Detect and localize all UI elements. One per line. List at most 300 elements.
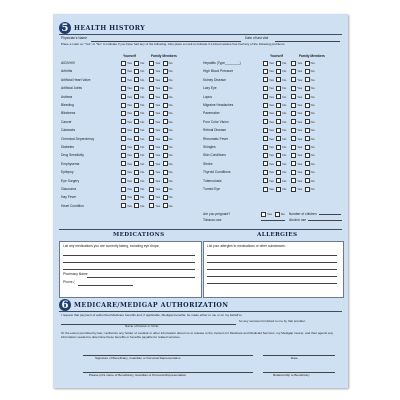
yourself-yes-checkbox[interactable] bbox=[121, 170, 132, 175]
checkbox[interactable] bbox=[134, 195, 139, 200]
condition-label: Poor Color Vision bbox=[203, 119, 229, 124]
checkbox[interactable] bbox=[276, 86, 281, 91]
yourself-no-checkbox[interactable] bbox=[276, 161, 286, 166]
checkbox[interactable] bbox=[305, 161, 310, 166]
condition-row bbox=[203, 186, 317, 192]
checkbox[interactable] bbox=[121, 153, 126, 158]
checkbox[interactable] bbox=[263, 136, 268, 141]
yourself-no-checkbox[interactable] bbox=[134, 128, 144, 133]
family-no-checkbox[interactable] bbox=[305, 86, 315, 91]
yourself-yes-checkbox[interactable] bbox=[121, 161, 132, 166]
family-yes-checkbox[interactable] bbox=[149, 178, 160, 183]
family-yes-checkbox[interactable] bbox=[149, 128, 160, 133]
checkbox[interactable] bbox=[149, 103, 154, 108]
family-yes-checkbox[interactable] bbox=[149, 119, 160, 124]
family-yes-checkbox[interactable] bbox=[149, 69, 160, 74]
checkbox[interactable] bbox=[163, 94, 168, 99]
yes-label: Yes bbox=[127, 153, 132, 158]
checkbox[interactable] bbox=[163, 170, 168, 175]
checkbox[interactable] bbox=[121, 111, 126, 116]
family-yes-checkbox[interactable] bbox=[149, 111, 160, 116]
family-no-checkbox[interactable] bbox=[305, 178, 315, 183]
family-no-checkbox[interactable] bbox=[305, 103, 315, 108]
checkbox[interactable] bbox=[149, 187, 154, 192]
checkbox[interactable] bbox=[291, 136, 296, 141]
checkbox[interactable] bbox=[163, 203, 168, 208]
family-yes-checkbox[interactable] bbox=[149, 203, 160, 208]
checkbox[interactable] bbox=[134, 119, 139, 124]
checkbox[interactable] bbox=[134, 153, 139, 158]
yourself-yes-checkbox[interactable] bbox=[121, 195, 132, 200]
family-yes-checkbox[interactable] bbox=[291, 145, 302, 150]
checkbox[interactable] bbox=[163, 86, 168, 91]
family-no-checkbox[interactable] bbox=[163, 103, 173, 108]
checkbox[interactable] bbox=[305, 94, 310, 99]
checkbox[interactable] bbox=[149, 94, 154, 99]
checkbox[interactable] bbox=[276, 103, 281, 108]
checkbox[interactable] bbox=[291, 161, 296, 166]
checkbox[interactable] bbox=[305, 153, 310, 158]
family-no-checkbox[interactable] bbox=[163, 111, 173, 116]
checkbox[interactable] bbox=[276, 161, 281, 166]
checkbox[interactable] bbox=[305, 178, 310, 183]
yourself-no-checkbox[interactable] bbox=[276, 103, 286, 108]
checkbox[interactable] bbox=[149, 178, 154, 183]
family-yes-checkbox[interactable] bbox=[291, 119, 302, 124]
checkbox[interactable] bbox=[121, 94, 126, 99]
allergies-line-5[interactable] bbox=[207, 283, 337, 284]
pregnant-no[interactable] bbox=[275, 212, 285, 217]
checkbox[interactable] bbox=[263, 170, 268, 175]
family-no-checkbox[interactable] bbox=[163, 77, 173, 82]
family-no-checkbox[interactable] bbox=[305, 136, 315, 141]
checkbox[interactable] bbox=[305, 170, 310, 175]
yourself-no-checkbox[interactable] bbox=[134, 203, 144, 208]
checkbox[interactable] bbox=[263, 103, 268, 108]
checkbox[interactable] bbox=[305, 187, 310, 192]
checkbox[interactable] bbox=[305, 119, 310, 124]
checkbox[interactable] bbox=[163, 161, 168, 166]
checkbox[interactable] bbox=[163, 61, 168, 66]
checkbox[interactable] bbox=[263, 153, 268, 158]
checkbox[interactable] bbox=[275, 212, 280, 217]
checkbox[interactable] bbox=[121, 77, 126, 82]
yourself-yes-checkbox[interactable] bbox=[263, 103, 274, 108]
yourself-no-checkbox[interactable] bbox=[134, 103, 144, 108]
family-no-checkbox[interactable] bbox=[163, 178, 173, 183]
family-yes-checkbox[interactable] bbox=[291, 170, 302, 175]
checkbox[interactable] bbox=[134, 77, 139, 82]
yes-label: Yes bbox=[127, 203, 132, 208]
checkbox[interactable] bbox=[291, 77, 296, 82]
allergies-line-2[interactable] bbox=[207, 262, 337, 263]
checkbox[interactable] bbox=[263, 145, 268, 150]
yourself-no-checkbox[interactable] bbox=[276, 111, 286, 116]
checkbox[interactable] bbox=[121, 145, 126, 150]
checkbox[interactable] bbox=[134, 178, 139, 183]
checkbox[interactable] bbox=[291, 86, 296, 91]
checkbox[interactable] bbox=[305, 77, 310, 82]
checkbox[interactable] bbox=[263, 119, 268, 124]
checkbox[interactable] bbox=[291, 170, 296, 175]
family-no-checkbox[interactable] bbox=[163, 136, 173, 141]
yourself-no-checkbox[interactable] bbox=[134, 178, 144, 183]
family-no-checkbox[interactable] bbox=[163, 145, 173, 150]
yourself-yes-checkbox[interactable] bbox=[263, 187, 274, 192]
yourself-yes-checkbox[interactable] bbox=[263, 145, 274, 150]
children-field[interactable] bbox=[319, 214, 341, 215]
family-no-checkbox[interactable] bbox=[163, 86, 173, 91]
alcohol-field[interactable] bbox=[308, 220, 342, 221]
yourself-yes-checkbox[interactable] bbox=[121, 111, 132, 116]
family-yes-checkbox[interactable] bbox=[291, 136, 302, 141]
condition-row bbox=[61, 110, 175, 116]
yourself-yes-checkbox[interactable] bbox=[263, 111, 274, 116]
yourself-yes-checkbox[interactable] bbox=[121, 136, 132, 141]
yourself-yes-checkbox[interactable] bbox=[121, 145, 132, 150]
yourself-no-checkbox[interactable] bbox=[276, 77, 286, 82]
checkbox[interactable] bbox=[149, 77, 154, 82]
checkbox[interactable] bbox=[263, 94, 268, 99]
checkbox[interactable] bbox=[291, 145, 296, 150]
yourself-yes-checkbox[interactable] bbox=[121, 77, 132, 82]
yourself-yes-checkbox[interactable] bbox=[121, 69, 132, 74]
checkbox[interactable] bbox=[134, 145, 139, 150]
family-no-checkbox[interactable] bbox=[163, 170, 173, 175]
checkbox[interactable] bbox=[149, 170, 154, 175]
checkbox[interactable] bbox=[263, 161, 268, 166]
checkbox[interactable] bbox=[261, 212, 266, 217]
family-no-checkbox[interactable] bbox=[163, 94, 173, 99]
checkbox[interactable] bbox=[291, 187, 296, 192]
checkbox[interactable] bbox=[163, 119, 168, 124]
phone-label: Phone ( bbox=[63, 280, 75, 284]
family-no-checkbox[interactable] bbox=[163, 119, 173, 124]
checkbox[interactable] bbox=[276, 153, 281, 158]
yourself-yes-checkbox[interactable] bbox=[263, 86, 274, 91]
family-yes-checkbox[interactable] bbox=[291, 69, 302, 74]
yourself-no-checkbox[interactable] bbox=[134, 86, 144, 91]
checkbox[interactable] bbox=[121, 86, 126, 91]
checkbox[interactable] bbox=[149, 86, 154, 91]
family-yes-checkbox[interactable] bbox=[149, 195, 160, 200]
yourself-no-checkbox[interactable] bbox=[134, 145, 144, 150]
checkbox[interactable] bbox=[276, 61, 281, 66]
checkbox[interactable] bbox=[121, 161, 126, 166]
family-no-checkbox[interactable] bbox=[163, 187, 173, 192]
checkbox[interactable] bbox=[291, 61, 296, 66]
family-no-checkbox[interactable] bbox=[163, 203, 173, 208]
family-yes-checkbox[interactable] bbox=[149, 61, 160, 66]
checkbox[interactable] bbox=[149, 161, 154, 166]
checkbox[interactable] bbox=[305, 145, 310, 150]
checkbox[interactable] bbox=[263, 178, 268, 183]
yourself-yes-checkbox[interactable] bbox=[263, 136, 274, 141]
checkbox[interactable] bbox=[163, 77, 168, 82]
yourself-no-checkbox[interactable] bbox=[276, 136, 286, 141]
family-no-checkbox[interactable] bbox=[305, 119, 315, 124]
checkbox[interactable] bbox=[149, 145, 154, 150]
yourself-no-checkbox[interactable] bbox=[134, 187, 144, 192]
checkbox[interactable] bbox=[121, 128, 126, 133]
yourself-no-checkbox[interactable] bbox=[276, 153, 286, 158]
yourself-no-checkbox[interactable] bbox=[276, 119, 286, 124]
medications-line-1[interactable] bbox=[63, 255, 195, 256]
yourself-no-checkbox[interactable] bbox=[134, 119, 144, 124]
checkbox[interactable] bbox=[276, 119, 281, 124]
checkbox[interactable] bbox=[291, 69, 296, 74]
checkbox[interactable] bbox=[149, 61, 154, 66]
checkbox[interactable] bbox=[305, 111, 310, 116]
family-no-checkbox[interactable] bbox=[163, 195, 173, 200]
family-no-checkbox[interactable] bbox=[305, 187, 315, 192]
yourself-yes-checkbox[interactable] bbox=[121, 86, 132, 91]
yourself-yes-checkbox[interactable] bbox=[121, 178, 132, 183]
yourself-no-checkbox[interactable] bbox=[134, 136, 144, 141]
family-yes-checkbox[interactable] bbox=[149, 161, 160, 166]
medications-line-2[interactable] bbox=[63, 262, 195, 263]
checkbox[interactable] bbox=[305, 69, 310, 74]
checkbox[interactable] bbox=[134, 203, 139, 208]
checkbox[interactable] bbox=[263, 86, 268, 91]
allergies-line-3[interactable] bbox=[207, 269, 337, 270]
checkbox[interactable] bbox=[149, 203, 154, 208]
family-no-checkbox[interactable] bbox=[163, 69, 173, 74]
checkbox[interactable] bbox=[291, 153, 296, 158]
yourself-no-checkbox[interactable] bbox=[276, 61, 286, 66]
checkbox[interactable] bbox=[263, 61, 268, 66]
checkbox[interactable] bbox=[263, 77, 268, 82]
checkbox[interactable] bbox=[276, 178, 281, 183]
family-yes-checkbox[interactable] bbox=[149, 170, 160, 175]
checkbox[interactable] bbox=[134, 103, 139, 108]
family-yes-checkbox[interactable] bbox=[149, 103, 160, 108]
family-yes-checkbox[interactable] bbox=[291, 94, 302, 99]
yourself-yes-checkbox[interactable] bbox=[121, 61, 132, 66]
checkbox[interactable] bbox=[163, 69, 168, 74]
family-yes-checkbox[interactable] bbox=[149, 77, 160, 82]
family-yes-checkbox[interactable] bbox=[149, 94, 160, 99]
yourself-yes-checkbox[interactable] bbox=[263, 77, 274, 82]
checkbox[interactable] bbox=[276, 170, 281, 175]
family-yes-checkbox[interactable] bbox=[149, 136, 160, 141]
family-no-checkbox[interactable] bbox=[163, 128, 173, 133]
family-yes-checkbox[interactable] bbox=[291, 128, 302, 133]
checkbox[interactable] bbox=[291, 111, 296, 116]
checkbox[interactable] bbox=[163, 136, 168, 141]
family-yes-checkbox[interactable] bbox=[291, 103, 302, 108]
medications-line-3[interactable] bbox=[63, 269, 195, 270]
family-no-checkbox[interactable] bbox=[305, 145, 315, 150]
family-yes-checkbox[interactable] bbox=[291, 178, 302, 183]
yourself-yes-checkbox[interactable] bbox=[121, 187, 132, 192]
family-no-checkbox[interactable] bbox=[305, 170, 315, 175]
yourself-yes-checkbox[interactable] bbox=[121, 128, 132, 133]
checkbox[interactable] bbox=[305, 103, 310, 108]
checkbox[interactable] bbox=[134, 94, 139, 99]
yourself-yes-checkbox[interactable] bbox=[263, 61, 274, 66]
checkbox[interactable] bbox=[134, 161, 139, 166]
yourself-yes-checkbox[interactable] bbox=[121, 94, 132, 99]
family-no-checkbox[interactable] bbox=[305, 61, 315, 66]
yes-label: Yes bbox=[155, 69, 161, 74]
yourself-yes-checkbox[interactable] bbox=[263, 153, 274, 158]
family-no-checkbox[interactable] bbox=[305, 94, 315, 99]
checkbox[interactable] bbox=[291, 128, 296, 133]
medicare-header bbox=[59, 299, 228, 311]
checkbox[interactable] bbox=[134, 111, 139, 116]
checkbox[interactable] bbox=[263, 69, 268, 74]
phone-field[interactable] bbox=[78, 285, 133, 286]
family-no-checkbox[interactable] bbox=[163, 61, 173, 66]
allergies-line-1[interactable] bbox=[207, 255, 337, 256]
checkbox[interactable] bbox=[276, 69, 281, 74]
checkbox[interactable] bbox=[149, 195, 154, 200]
checkbox[interactable] bbox=[163, 103, 168, 108]
checkbox[interactable] bbox=[134, 187, 139, 192]
yourself-yes-checkbox[interactable] bbox=[121, 119, 132, 124]
checkbox[interactable] bbox=[121, 203, 126, 208]
yourself-no-checkbox[interactable] bbox=[134, 94, 144, 99]
yourself-no-checkbox[interactable] bbox=[276, 187, 286, 192]
date-field[interactable] bbox=[263, 355, 335, 356]
checkbox[interactable] bbox=[121, 61, 126, 66]
checkbox[interactable] bbox=[276, 94, 281, 99]
checkbox[interactable] bbox=[134, 136, 139, 141]
checkbox[interactable] bbox=[149, 119, 154, 124]
checkbox[interactable] bbox=[163, 153, 168, 158]
checkbox[interactable] bbox=[263, 111, 268, 116]
checkbox[interactable] bbox=[121, 178, 126, 183]
checkbox[interactable] bbox=[149, 153, 154, 158]
yourself-no-checkbox[interactable] bbox=[276, 128, 286, 133]
yourself-no-checkbox[interactable] bbox=[276, 86, 286, 91]
checkbox[interactable] bbox=[291, 119, 296, 124]
checkbox[interactable] bbox=[163, 111, 168, 116]
yourself-no-checkbox[interactable] bbox=[276, 170, 286, 175]
checkbox[interactable] bbox=[134, 61, 139, 66]
allergies-line-4[interactable] bbox=[207, 276, 337, 277]
checkbox[interactable] bbox=[276, 136, 281, 141]
checkbox[interactable] bbox=[276, 187, 281, 192]
checkbox[interactable] bbox=[149, 69, 154, 74]
yourself-no-checkbox[interactable] bbox=[134, 77, 144, 82]
family-yes-checkbox[interactable] bbox=[291, 187, 302, 192]
checkbox[interactable] bbox=[305, 128, 310, 133]
checkbox[interactable] bbox=[305, 86, 310, 91]
pharmacy-name-field[interactable] bbox=[87, 277, 195, 278]
yes-label: Yes bbox=[127, 136, 132, 141]
checkbox[interactable] bbox=[134, 69, 139, 74]
yourself-yes-checkbox[interactable] bbox=[263, 128, 274, 133]
family-no-checkbox[interactable] bbox=[305, 128, 315, 133]
checkbox[interactable] bbox=[121, 195, 126, 200]
checkbox[interactable] bbox=[134, 170, 139, 175]
checkbox[interactable] bbox=[263, 128, 268, 133]
yourself-yes-checkbox[interactable] bbox=[121, 103, 132, 108]
yourself-yes-checkbox[interactable] bbox=[263, 69, 274, 74]
checkbox[interactable] bbox=[149, 136, 154, 141]
checkbox[interactable] bbox=[263, 187, 268, 192]
checkbox[interactable] bbox=[276, 128, 281, 133]
yourself-no-checkbox[interactable] bbox=[276, 94, 286, 99]
family-yes-checkbox[interactable] bbox=[291, 61, 302, 66]
checkbox[interactable] bbox=[305, 61, 310, 66]
family-no-checkbox[interactable] bbox=[305, 111, 315, 116]
yourself-no-checkbox[interactable] bbox=[134, 61, 144, 66]
tobacco-field[interactable] bbox=[261, 220, 285, 221]
checkbox[interactable] bbox=[305, 136, 310, 141]
yourself-yes-checkbox[interactable] bbox=[263, 170, 274, 175]
yourself-yes-checkbox[interactable] bbox=[263, 119, 274, 124]
checkbox[interactable] bbox=[121, 170, 126, 175]
family-no-checkbox[interactable] bbox=[305, 161, 315, 166]
checkbox[interactable] bbox=[121, 136, 126, 141]
family-yes-checkbox[interactable] bbox=[291, 161, 302, 166]
checkbox[interactable] bbox=[163, 195, 168, 200]
checkbox[interactable] bbox=[163, 128, 168, 133]
yourself-no-checkbox[interactable] bbox=[276, 145, 286, 150]
checkbox[interactable] bbox=[163, 145, 168, 150]
family-no-checkbox[interactable] bbox=[163, 153, 173, 158]
family-yes-checkbox[interactable] bbox=[149, 86, 160, 91]
yourself-yes-checkbox[interactable] bbox=[263, 161, 274, 166]
yourself-no-checkbox[interactable] bbox=[276, 178, 286, 183]
yourself-no-checkbox[interactable] bbox=[276, 69, 286, 74]
family-yes-checkbox[interactable] bbox=[291, 86, 302, 91]
checkbox[interactable] bbox=[276, 111, 281, 116]
family-yes-checkbox[interactable] bbox=[149, 145, 160, 150]
yourself-no-checkbox[interactable] bbox=[134, 111, 144, 116]
family-yes-checkbox[interactable] bbox=[291, 153, 302, 158]
checkbox[interactable] bbox=[134, 128, 139, 133]
yourself-no-checkbox[interactable] bbox=[134, 195, 144, 200]
family-no-checkbox[interactable] bbox=[305, 69, 315, 74]
checkbox[interactable] bbox=[121, 119, 126, 124]
checkbox[interactable] bbox=[291, 103, 296, 108]
yourself-yes-checkbox[interactable] bbox=[263, 94, 274, 99]
checkbox[interactable] bbox=[121, 103, 126, 108]
yourself-yes-checkbox[interactable] bbox=[263, 178, 274, 183]
checkbox[interactable] bbox=[276, 145, 281, 150]
family-no-checkbox[interactable] bbox=[163, 161, 173, 166]
yourself-no-checkbox[interactable] bbox=[134, 69, 144, 74]
yourself-yes-checkbox[interactable] bbox=[121, 153, 132, 158]
checkbox[interactable] bbox=[149, 111, 154, 116]
yourself-yes-checkbox[interactable] bbox=[121, 203, 132, 208]
family-yes-checkbox[interactable] bbox=[291, 77, 302, 82]
checkbox[interactable] bbox=[291, 178, 296, 183]
family-yes-checkbox[interactable] bbox=[149, 187, 160, 192]
yourself-no-checkbox[interactable] bbox=[134, 170, 144, 175]
checkbox[interactable] bbox=[276, 77, 281, 82]
checkbox[interactable] bbox=[163, 178, 168, 183]
pregnant-yes[interactable] bbox=[261, 212, 272, 217]
checkbox[interactable] bbox=[163, 187, 168, 192]
checkbox[interactable] bbox=[134, 86, 139, 91]
condition-label: Diabetes bbox=[61, 145, 75, 149]
yourself-no-checkbox[interactable] bbox=[134, 153, 144, 158]
family-no-checkbox[interactable] bbox=[305, 77, 315, 82]
checkbox[interactable] bbox=[149, 128, 154, 133]
checkbox[interactable] bbox=[291, 94, 296, 99]
yourself-no-checkbox[interactable] bbox=[134, 161, 144, 166]
checkbox[interactable] bbox=[121, 187, 126, 192]
family-yes-checkbox[interactable] bbox=[149, 153, 160, 158]
checkbox[interactable] bbox=[121, 69, 126, 74]
family-no-checkbox[interactable] bbox=[305, 153, 315, 158]
family-yes-checkbox[interactable] bbox=[291, 111, 302, 116]
